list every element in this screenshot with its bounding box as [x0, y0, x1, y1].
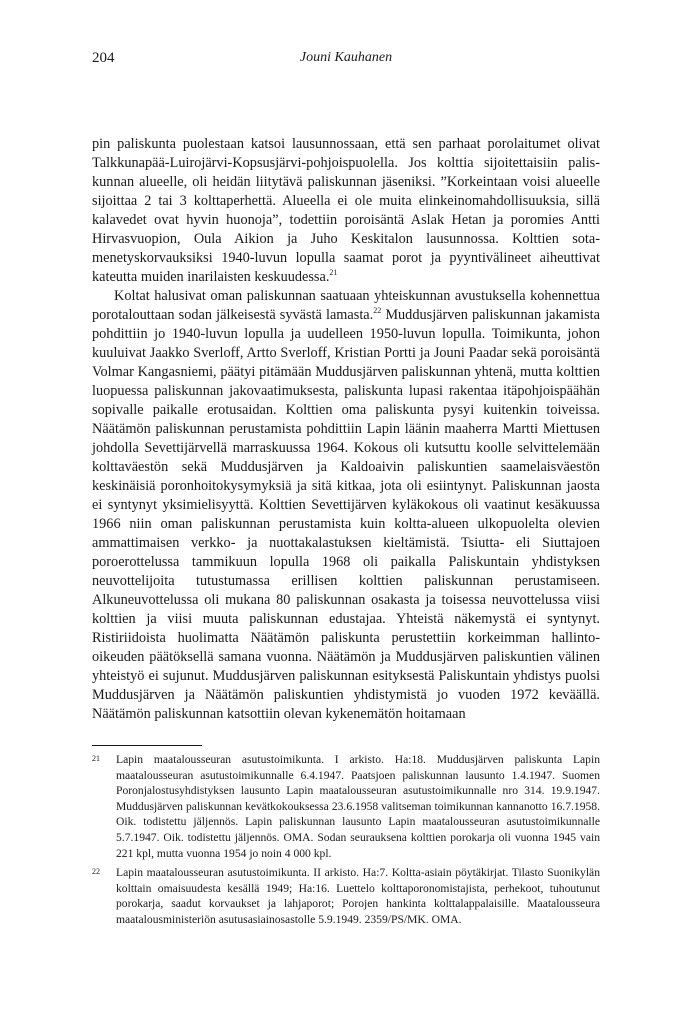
paragraph-text: Koltat halusivat oman paliskunnan saatuaan yhteiskunnan avustuksella kohennettua porotalouttaan sodan jälkeisestä syvästä lamasta.: [92, 288, 600, 323]
paragraph-text: pin paliskunta puolestaan katsoi lausunnossaan, että sen parhaat porolaitumet olivat Talkkunapää-Luirojärvi-Kopsusjärvi-pohjoispuolella. Jos kolttia sijoitettaisiin paliskunnan alueelle, oli heidän liitytävä paliskunnan jäseniksi. ”Korkeintaan voisi alueelle sijoittaa 2 tai 3 kolttaperhettä. Alueella ei ole muita elinkeinomahdollisuuksia, sillä kalavedet ovat hyvin huonoja”, todettiin poroisäntä Aslak Hetan ja poromies Antti Hirvasvuopion, Oula Aikion ja Juho Keskitalon lausunnossa. Kolttien sotamenetyskorvauksiksi 1940-luvun lopulla saamat porot ja pyyntivälineet aiheuttivat kateutta muiden inarilaisten keskuudessa.: [92, 136, 600, 285]
running-title: Jouni Kauhanen: [299, 50, 393, 65]
running-head: [92, 50, 600, 70]
paragraph-text: Muddusjärven paliskunnan jakamista pohdittiin jo 1940-luvun lopulla ja uudelleen 1950-luvun lopulla. Toimikunta, johon kuuluivat Jaakko Sverloff, Artto Sverloff, Kristian Portti ja Jouni Paadar sekä poroisäntä Volmar Kangasniemi, päätyi pitämään Muddusjärven paliskunnan yhtenä, mutta kolttien luopuessa paliskunnan jakovaatimuksesta, paliskunta lupasi rakentaa itäpohjoispäähän sopivalle paikalle erotusaidan. Kolttien oma paliskunta pysyi kuitenkin toiveissa. Näätämön paliskunnan perustamista pohdittiin Lapin läänin maaherra Martti Miettusen johdolla Sevettijärvellä marraskuussa 1964. Kokous oli kutsuttu koolle selvittelemään kolttaväestön sekä Muddusjärven ja Kaldoaivin paliskuntien saamelaisväestön keskinäisiä poronhoitokysymyksiä ja sitä kitkaa, jota oli esiintynyt. Paliskunnan jaosta ei syntynyt yksimielisyyttä. Kolttien Sevettijärven kyläkokous oli vaatinut kesäkuussa 1966 niin oman paliskunnan perustamista kuin koltta-alueen ulkopuolelta olevien ammattimaisen verkko- ja nuottakalastuksen kieltämistä. Tsiutta- eli Siuttajoen poroerottelussa tammikuun lopulla 1968 oli paikalla Paliskuntain yhdistyksen neuvottelijoita tutustumassa erillisen kolttien paliskunnan perustamiseen. Alkuneuvottelussa oli mukana 80 paliskunnan osakasta ja toisessa neuvottelussa viisi kolttien ja viisi muuta paliskunnan edustajaa. Yhteistä näkemystä ei syntynyt. Ristiriidoista huolimatta Näätämön paliskunta perustettiin korkeimman hallinto-oikeuden päätöksellä samana vuonna. Näätämön ja Muddusjärven paliskuntien välinen yhteistyö ei sujunut. Muddusjärven paliskunnan esityksestä Paliskuntain yhdistys puolsi Muddusjärven ja Näätämön paliskuntien yhdistymistä jo vuoden 1972 keväällä. Näätämön paliskunnan katsottiin olevan kykenemätön hoitamaan: [92, 307, 600, 722]
footnotes: [92, 752, 600, 932]
footnote: [92, 865, 600, 927]
paragraph: [92, 287, 600, 724]
paragraph: [92, 135, 600, 287]
footnote-marker: 21: [329, 268, 338, 277]
body-text: [92, 135, 600, 724]
footnote-number: 22: [92, 867, 100, 877]
footnote: [92, 752, 600, 861]
page-number: 204: [92, 50, 115, 66]
footnote-number: 21: [92, 754, 100, 763]
footnote-separator: [92, 745, 202, 746]
footnote-text: Lapin maatalousseuran asutustoimikunta. II arkisto. Ha:7. Koltta-asiain pöytäkirjat. Tilasto Suonikylän kolttain omaisuudesta kesällä 1949; Ha:16. Luettelo kolttaporonomistajista, perhekoot, tuhoutunut porokarja, saadut korvaukset ja lahjaporot; Porojen hankinta kolttalappalaisille. Maatalousseura maatalousministeriön asutusasiainosastolle 5.9.1949. 2359/PS/MK. OMA.: [116, 866, 600, 926]
footnote-text: Lapin maatalousseuran asutustoimikunta. I arkisto. Ha:18. Muddusjärven paliskunta Lapin maatalousseuran asutustoimikunnalle 6.4.1947. Paatsjoen paliskunnan lausunto 1.4.1947. Suomen Poronjalostusyhdistyksen lausunto Lapin maatalousseuran asutustoimikunnalle nro 314. 19.9.1947. Muddusjärven paliskunnan kevätkokouksessa 23.6.1958 valitseman toimikunnan kannanotto 16.7.1958. Oik. todistettu jäljennös. Lapin paliskunnan lausunto Lapin maatalousseuran asutustoimikunnalle 5.7.1947. Oik. todistettu jäljennös. OMA. Sodan seurauksena kolttien porokarja oli vuonna 1945 vain 221 kpl, mutta vuonna 1954 jo noin 4 000 kpl.: [116, 753, 600, 860]
footnote-marker: 22: [373, 306, 382, 315]
